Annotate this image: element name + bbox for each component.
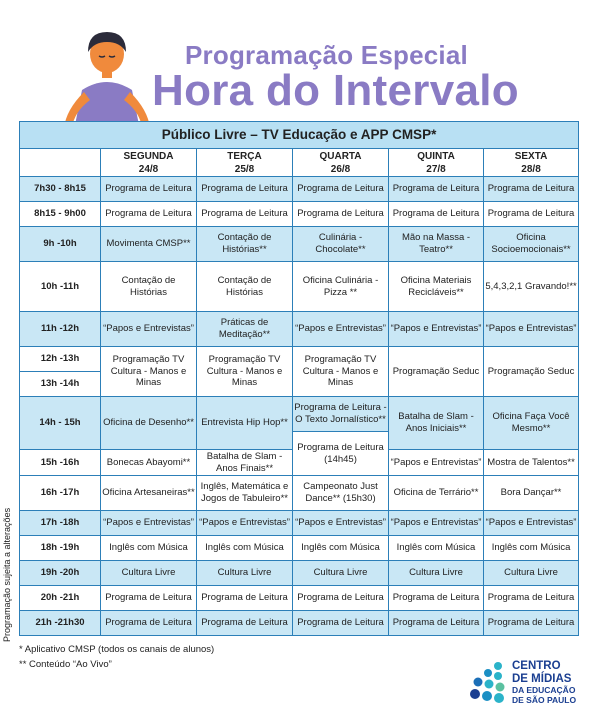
schedule-cell: Inglês, Matemática e Jogos de Tabuleiro** — [197, 476, 293, 511]
table-banner: Público Livre – TV Educação e APP CMSP* — [20, 122, 579, 149]
day-header: QUINTA 27/8 — [389, 149, 484, 177]
time-cell: 18h -19h — [20, 536, 101, 561]
schedule-cell: Oficina Faça Você Mesmo** — [484, 397, 579, 450]
schedule-cell: Programa de Leitura — [101, 177, 197, 202]
schedule-cell: Programa de Leitura — [389, 177, 484, 202]
time-cell: 19h -20h — [20, 561, 101, 586]
schedule-cell: Mostra de Talentos** — [484, 450, 579, 476]
time-cell: 11h -12h — [20, 312, 101, 347]
schedule-cell: Oficina de Terrário** — [389, 476, 484, 511]
time-cell: 10h -11h — [20, 262, 101, 312]
table-row — [20, 536, 579, 561]
schedule-cell: Oficina Artesaneiras** — [101, 476, 197, 511]
schedule-cell: Cultura Livre — [101, 561, 197, 586]
schedule-cell: Movimenta CMSP** — [101, 227, 197, 262]
footnote: * Aplicativo CMSP (todos os canais de alunos) — [19, 644, 215, 655]
schedule-cell: Oficina Culinária - Pizza ** — [293, 262, 389, 312]
footnote: ** Conteúdo “Ao Vivo” — [19, 658, 112, 670]
table-row — [20, 347, 579, 372]
schedule-cell: “Papos e Entrevistas” — [389, 511, 484, 536]
table-row — [20, 397, 579, 432]
table-row — [20, 586, 579, 611]
schedule-cell: 5,4,3,2,1 Gravando!** — [484, 262, 579, 312]
schedule-cell: Contação de Histórias — [197, 262, 293, 312]
day-header: SEGUNDA 24/8 — [101, 149, 197, 177]
schedule-cell: Práticas de Meditação** — [197, 312, 293, 347]
schedule-cell: Entrevista Hip Hop** — [197, 397, 293, 450]
table-row — [20, 511, 579, 536]
schedule-cell: Inglês com Música — [389, 536, 484, 561]
time-cell: 9h -10h — [20, 227, 101, 262]
table-row — [20, 177, 579, 202]
footnotes — [19, 643, 214, 672]
schedule-cell: Mão na Massa - Teatro** — [389, 227, 484, 262]
schedule-cell: Culinária - Chocolate** — [293, 227, 389, 262]
schedule-cell: Programa de Leitura — [484, 202, 579, 227]
schedule-cell: Contação de Histórias — [101, 262, 197, 312]
schedule-cell: “Papos e Entrevistas” — [389, 450, 484, 476]
table-row — [20, 312, 579, 347]
schedule-cell: Programa de Leitura — [101, 202, 197, 227]
schedule-cell: Programa de Leitura — [101, 586, 197, 611]
table-row — [20, 202, 579, 227]
time-cell: 7h30 - 8h15 — [20, 177, 101, 202]
schedule-cell: Programa de Leitura (14h45) — [293, 432, 389, 476]
schedule-cell: Programa de Leitura — [484, 586, 579, 611]
time-cell: 21h -21h30 — [20, 611, 101, 636]
schedule-cell: Cultura Livre — [197, 561, 293, 586]
time-cell: 12h -13h — [20, 347, 101, 372]
time-cell: 13h -14h — [20, 372, 101, 397]
schedule-cell: “Papos e Entrevistas” — [389, 312, 484, 347]
schedule-cell: Programa de Leitura — [293, 177, 389, 202]
schedule-cell: Programa de Leitura — [389, 586, 484, 611]
schedule-cell: Programação TV Cultura - Manos e Minas — [293, 347, 389, 397]
schedule-cell: Campeonato Just Dance** (15h30) — [293, 476, 389, 511]
table-row — [20, 227, 579, 262]
schedule-cell: “Papos e Entrevistas” — [197, 511, 293, 536]
time-cell: 14h - 15h — [20, 397, 101, 450]
time-cell: 8h15 - 9h00 — [20, 202, 101, 227]
table-row — [20, 262, 579, 312]
day-header: QUARTA 26/8 — [293, 149, 389, 177]
table-row — [20, 611, 579, 636]
schedule-cell: Programação TV Cultura - Manos e Minas — [101, 347, 197, 397]
schedule-cell: Programa de Leitura — [484, 611, 579, 636]
schedule-cell: Inglês com Música — [484, 536, 579, 561]
logo-dots-icon — [468, 660, 510, 708]
schedule-cell: Bonecas Abayomi** — [101, 450, 197, 476]
schedule-cell: Cultura Livre — [389, 561, 484, 586]
schedule-cell: Programa de Leitura — [484, 177, 579, 202]
schedule-cell: Oficina Materiais Recicláveis** — [389, 262, 484, 312]
schedule-cell: Programa de Leitura — [389, 611, 484, 636]
day-header: SEXTA 28/8 — [484, 149, 579, 177]
header — [0, 0, 601, 122]
schedule-cell: Cultura Livre — [484, 561, 579, 586]
schedule-cell: “Papos e Entrevistas” — [484, 312, 579, 347]
schedule-cell: “Papos e Entrevistas” — [484, 511, 579, 536]
day-header-row — [20, 149, 579, 177]
schedule-cell: Programa de Leitura — [293, 586, 389, 611]
time-cell: 15h -16h — [20, 450, 101, 476]
schedule-cell: “Papos e Entrevistas” — [293, 511, 389, 536]
schedule-table — [19, 121, 579, 636]
schedule-cell: Inglês com Música — [101, 536, 197, 561]
schedule-cell: Programação TV Cultura - Manos e Minas — [197, 347, 293, 397]
schedule-cell: “Papos e Entrevistas” — [101, 312, 197, 347]
schedule-cell: Programa de Leitura — [197, 611, 293, 636]
schedule-cell: Programa de Leitura — [197, 586, 293, 611]
schedule-cell: Programação Seduc — [389, 347, 484, 397]
centro-de-midias-logo — [468, 660, 601, 710]
schedule-cell: Programa de Leitura — [101, 611, 197, 636]
schedule-cell: Programa de Leitura — [293, 611, 389, 636]
schedule-cell: Programa de Leitura — [197, 177, 293, 202]
table-row — [20, 476, 579, 511]
schedule-cell: Inglês com Música — [293, 536, 389, 561]
time-cell: 17h -18h — [20, 511, 101, 536]
page-title: Hora do Intervalo — [152, 66, 519, 115]
time-cell: 16h -17h — [20, 476, 101, 511]
schedule-cell: Programação Seduc — [484, 347, 579, 397]
schedule-cell: Programa de Leitura - O Texto Jornalístico** — [293, 397, 389, 432]
time-cell: 20h -21h — [20, 586, 101, 611]
schedule-cell: Inglês com Música — [197, 536, 293, 561]
schedule-cell: Contação de Histórias** — [197, 227, 293, 262]
schedule-cell: Bora Dançar** — [484, 476, 579, 511]
schedule-cell: Oficina de Desenho** — [101, 397, 197, 450]
schedule-cell: “Papos e Entrevistas” — [101, 511, 197, 536]
table-row — [20, 561, 579, 586]
schedule-cell: Programa de Leitura — [293, 202, 389, 227]
page-subtitle: Programação Especial — [185, 40, 468, 70]
schedule-cell: “Papos e Entrevistas” — [293, 312, 389, 347]
schedule-cell: Programa de Leitura — [197, 202, 293, 227]
schedule-cell: Batalha de Slam - Anos Finais** — [197, 450, 293, 476]
day-header: TERÇA 25/8 — [197, 149, 293, 177]
logo-text: CENTRO DE MÍDIAS DA EDUCAÇÃO DE SÃO PAULO — [512, 660, 577, 706]
schedule-cell: Oficina Socioemocionais** — [484, 227, 579, 262]
schedule-cell: Batalha de Slam - Anos Iniciais** — [389, 397, 484, 450]
schedule-cell: Programa de Leitura — [389, 202, 484, 227]
side-disclaimer: Programação sujeita a alterações — [2, 507, 12, 642]
schedule-cell: Cultura Livre — [293, 561, 389, 586]
